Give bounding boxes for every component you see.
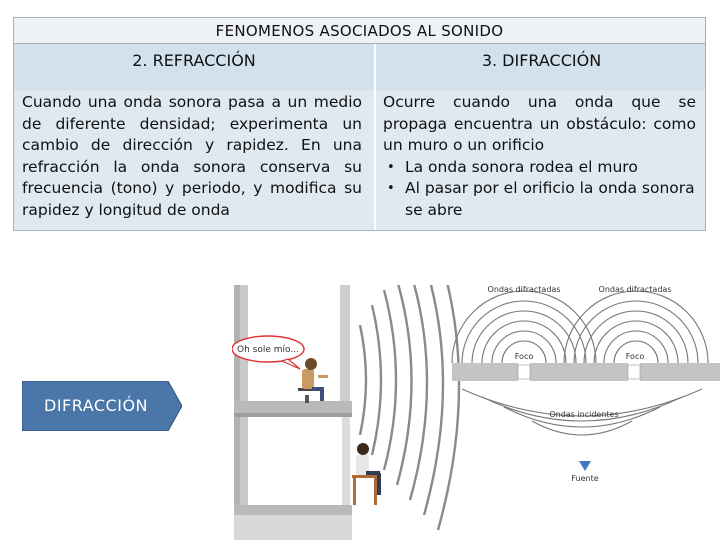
column-header-row <box>14 44 705 90</box>
diffraction-description <box>383 92 696 221</box>
diffraction-diagram <box>452 285 720 483</box>
table-title: FENOMENOS ASOCIADOS AL SONIDO <box>14 18 705 44</box>
focus-label-right: Foco <box>625 352 645 361</box>
diffraction-bullet-list <box>383 157 696 222</box>
diffraction-heading: 3. DIFRACCIÓN <box>481 51 602 70</box>
incident-label: Ondas incidentes <box>549 410 619 419</box>
speech-bubble-text: Oh sole mío... <box>237 345 299 355</box>
refraction-heading: 2. REFRACCIÓN <box>132 51 256 70</box>
bullet-icon: • <box>387 159 395 175</box>
listener-figure <box>352 443 381 505</box>
singer-figure <box>298 358 328 403</box>
diffraction-illustration <box>232 285 720 540</box>
diffracted-label-right: Ondas difractadas <box>598 285 672 294</box>
content-row <box>14 90 705 230</box>
list-item: • La onda sonora rodea el muro <box>383 157 696 179</box>
list-item: • Al pasar por el orificio la onda sonora se abre <box>387 179 695 219</box>
source-label: Fuente <box>571 474 599 483</box>
refraction-description: Cuando una onda sonora pasa a un medio de diferente densidad; experimenta un cambio de dirección y rapidez. En una refracción la onda sonora conserva su frecuencia (tono) y periodo, y modifica su rapidez y longitud de onda <box>22 93 362 219</box>
column-divider <box>374 44 376 230</box>
diffraction-illustration-drawing <box>232 285 720 540</box>
bullet-icon: • <box>387 181 395 196</box>
source-icon <box>579 461 591 471</box>
diffraction-tag <box>22 381 182 431</box>
focus-label-left: Foco <box>514 352 534 361</box>
building-scene <box>234 285 352 540</box>
diffraction-intro: Ocurre cuando una onda que se propaga encuentra un obstáculo: como un muro o un orificio <box>383 93 696 154</box>
diffraction-tag-label: DIFRACCIÓN <box>44 396 148 415</box>
diffracted-label-left: Ondas difractadas <box>487 285 561 294</box>
barrier-wall <box>452 363 720 381</box>
phenomena-table <box>13 17 706 231</box>
